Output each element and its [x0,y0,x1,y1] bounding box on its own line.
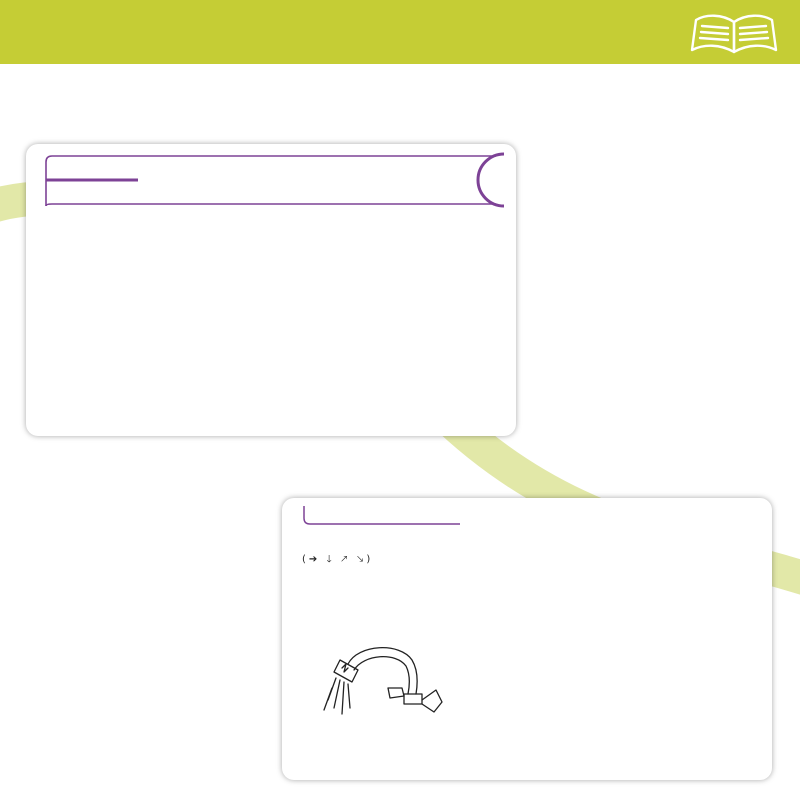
arrow-down-icon: 🡓 [326,554,335,565]
header-band [0,0,800,64]
arrow-right-icon: ➔ [308,554,321,565]
prolongement-card-frame [282,498,482,538]
prolongement-card [282,498,772,780]
arrow-down-right-icon: 🡖 [356,554,367,565]
open-book-icon [688,8,782,58]
dictee-card-frame [26,144,516,436]
direction-arrows: (➔ 🡓 🡕 🡖) [302,554,374,565]
faucet-icon [318,638,448,728]
arrow-up-right-icon: 🡕 [340,554,351,565]
dictee-card [26,144,516,436]
